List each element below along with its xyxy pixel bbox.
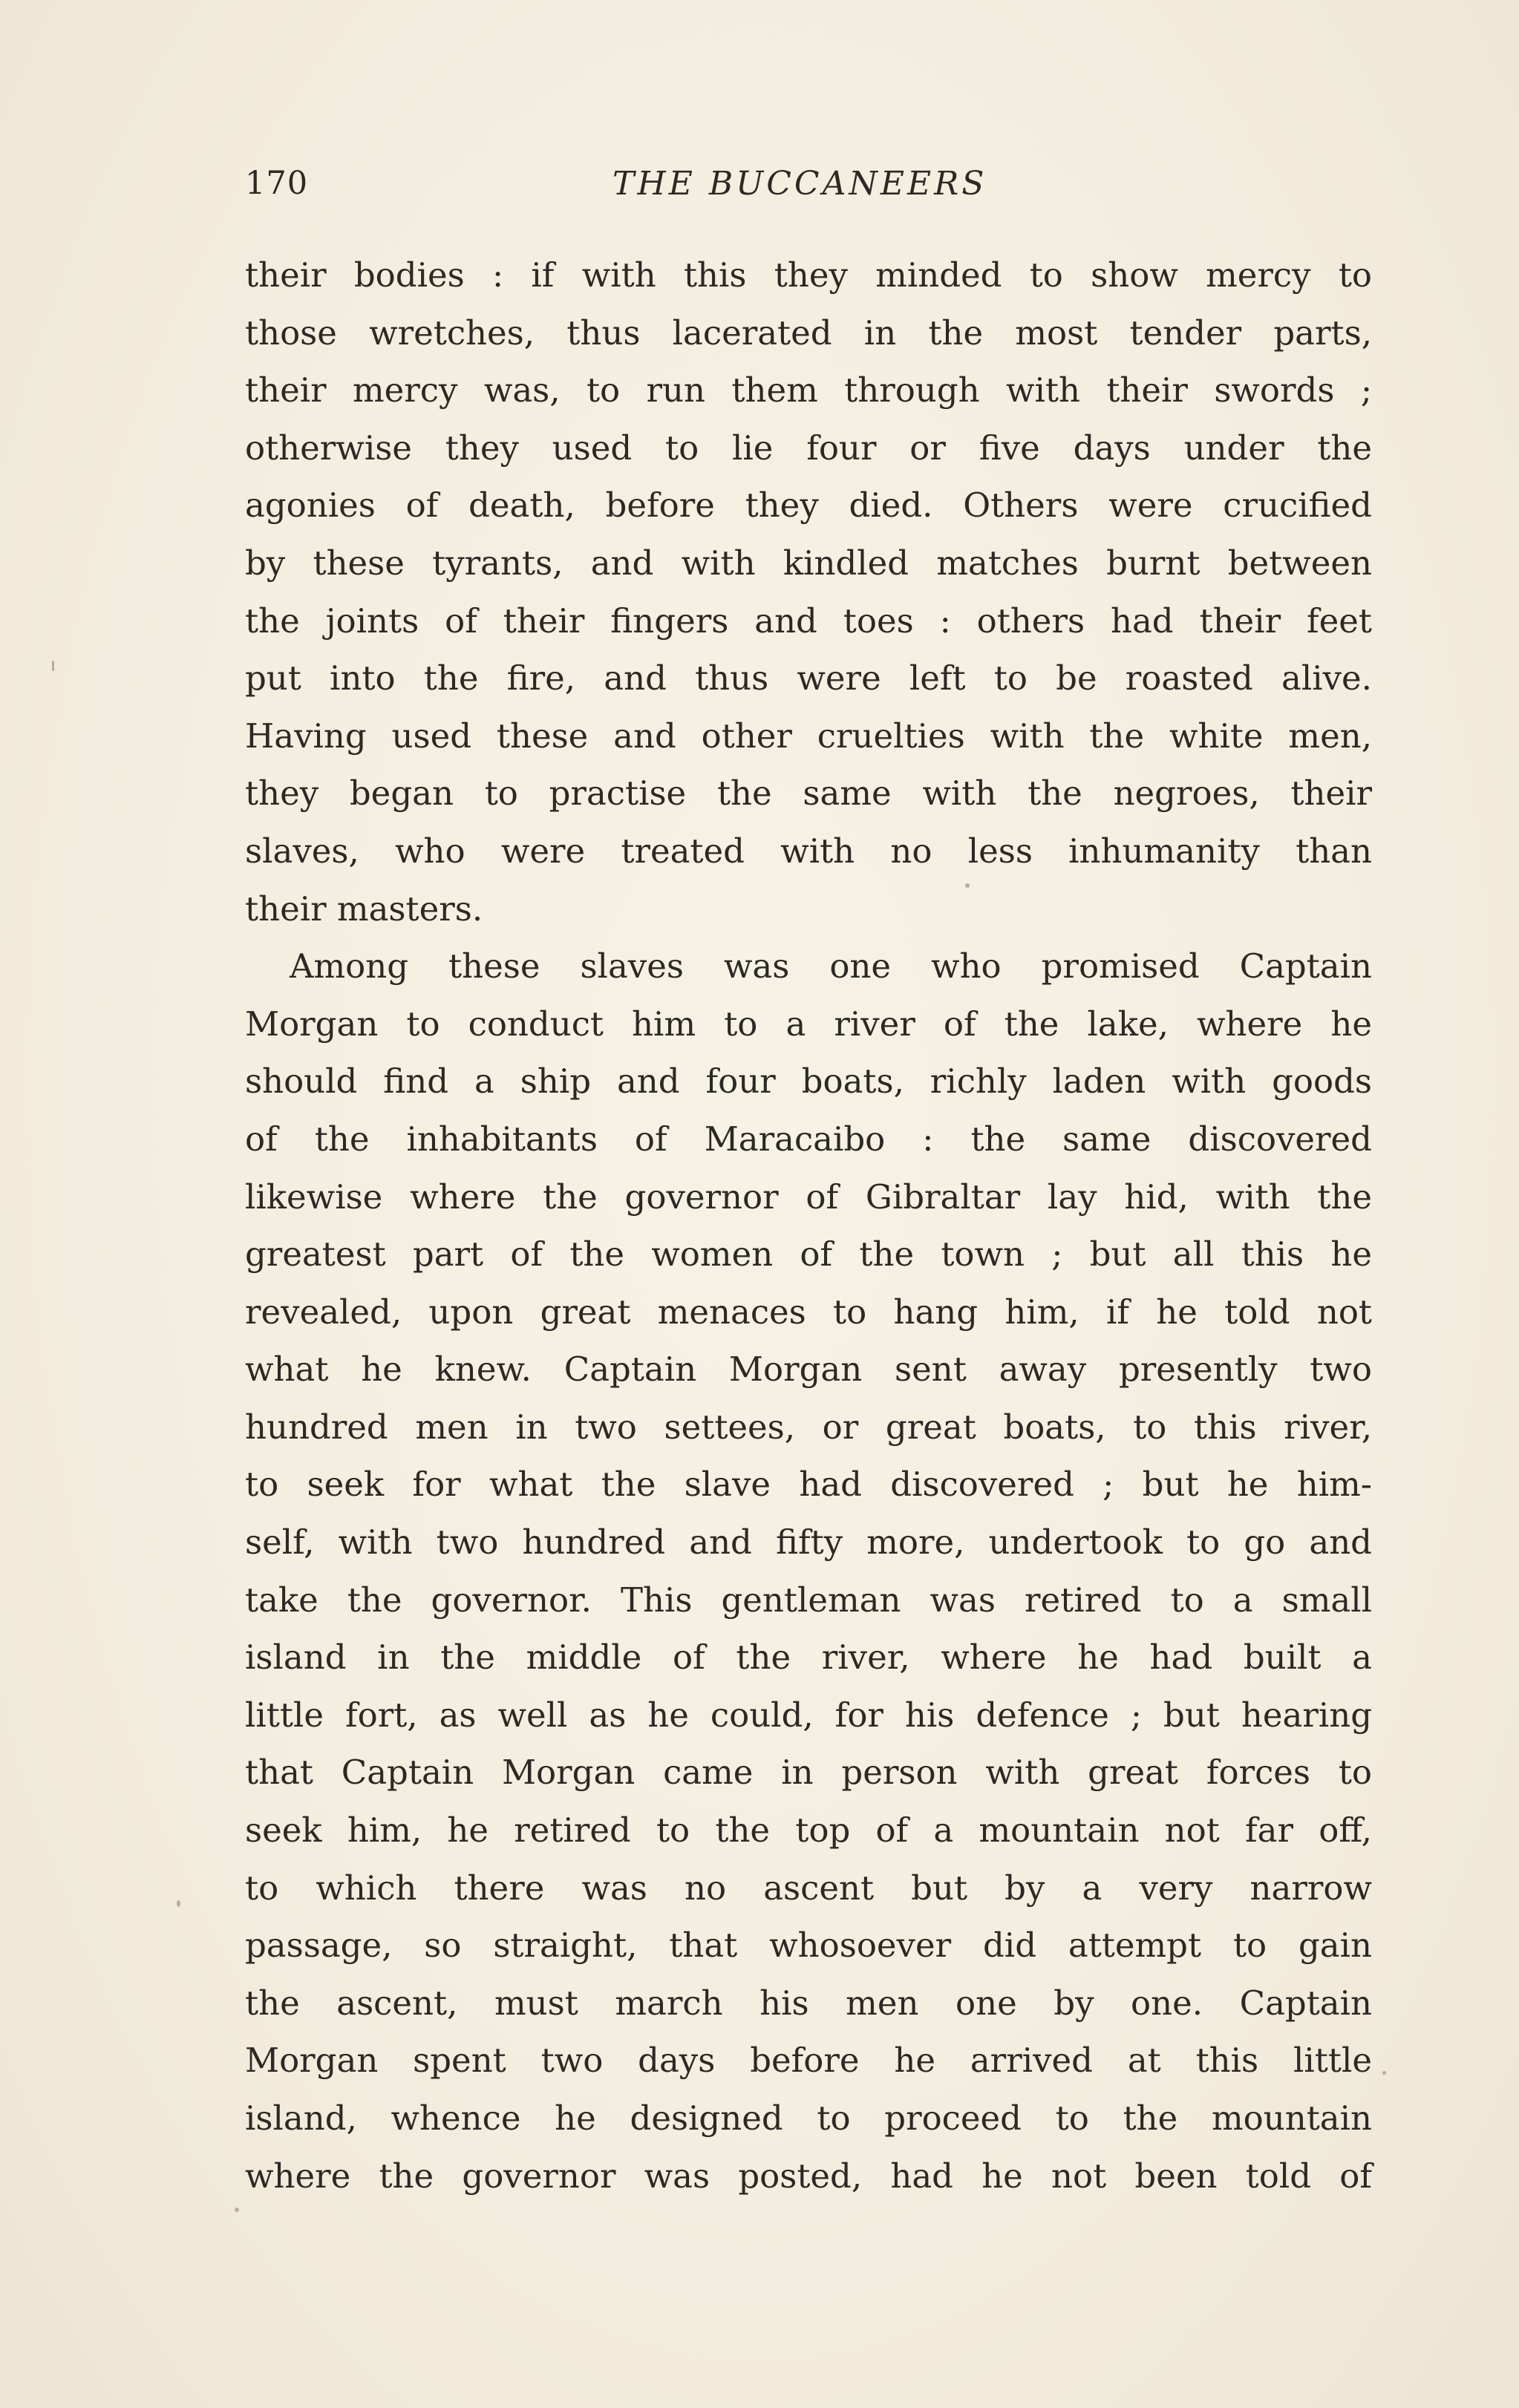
text-line: agonies of death, before they died. Others were crucified xyxy=(245,485,1372,526)
text-line: their mercy was, to run them through with their swords ; xyxy=(245,370,1372,410)
paper-speck xyxy=(52,661,54,671)
text-line: otherwise they used to lie four or five days under the xyxy=(245,428,1372,468)
text-line: little fort, as well as he could, for his defence ; but hearing xyxy=(245,1695,1372,1735)
text-line: to seek for what the slave had discovered ; but he him- xyxy=(245,1465,1372,1505)
text-line: those wretches, thus lacerated in the most tender parts, xyxy=(245,313,1372,353)
text-line: Morgan spent two days before he arrived at this little xyxy=(245,2041,1372,2081)
text-line: self, with two hundred and fifty more, undertook to go and xyxy=(245,1522,1372,1563)
text-line: what he knew. Captain Morgan sent away presently two xyxy=(245,1349,1372,1390)
text-line: that Captain Morgan came in person with great forces to xyxy=(245,1753,1372,1793)
text-line: the ascent, must march his men one by one. Captain xyxy=(245,1983,1372,2023)
paper-speck xyxy=(235,2208,239,2212)
text-line: by these tyrants, and with kindled matches burnt between xyxy=(245,543,1372,583)
paragraph xyxy=(245,938,1372,2205)
text-line: where the governor was posted, had he not been told of xyxy=(245,2156,1372,2196)
text-line: Among these slaves was one who promised Captain xyxy=(290,946,1372,987)
text-line: take the governor. This gentleman was retired to a small xyxy=(245,1580,1372,1620)
running-head xyxy=(245,165,1373,217)
text-line: should find a ship and four boats, richly laden with goods xyxy=(245,1061,1372,1102)
text-line: revealed, upon great menaces to hang him, if he told not xyxy=(245,1292,1372,1332)
paper-speck xyxy=(1382,2071,1386,2075)
text-line: to which there was no ascent but by a very narrow xyxy=(245,1868,1372,1908)
text-line: slaves, who were treated with no less inhumanity than xyxy=(245,831,1372,871)
text-line: greatest part of the women of the town ; but all this he xyxy=(245,1234,1372,1275)
text-line: Morgan to conduct him to a river of the lake, where he xyxy=(245,1004,1372,1044)
text-line: the joints of their fingers and toes : others had their feet xyxy=(245,601,1372,641)
text-line: they began to practise the same with the negroes, their xyxy=(245,773,1372,814)
running-title: THE BUCCANEERS xyxy=(612,165,987,203)
text-line: Having used these and other cruelties with the white men, xyxy=(245,716,1372,756)
text-line: their bodies : if with this they minded to show mercy to xyxy=(245,255,1372,295)
text-line: likewise where the governor of Gibraltar lay hid, with the xyxy=(245,1177,1372,1217)
text-line: island in the middle of the river, where he had built a xyxy=(245,1637,1372,1678)
paper-speck xyxy=(177,1900,180,1907)
text-line: seek him, he retired to the top of a mountain not far off, xyxy=(245,1810,1372,1851)
text-line: of the inhabitants of Maracaibo : the same discovered xyxy=(245,1119,1372,1159)
text-line: their masters. xyxy=(245,889,483,929)
paragraph xyxy=(245,246,1372,938)
text-line: passage, so straight, that whosoever did attempt to gain xyxy=(245,1926,1372,1966)
paper-speck xyxy=(965,883,970,888)
page-number: 170 xyxy=(245,165,309,202)
text-line: island, whence he designed to proceed to the mountain xyxy=(245,2098,1372,2138)
body-text xyxy=(245,246,1372,2205)
text-line: hundred men in two settees, or great boats, to this river, xyxy=(245,1407,1372,1447)
text-line: put into the fire, and thus were left to be roasted alive. xyxy=(245,658,1372,698)
